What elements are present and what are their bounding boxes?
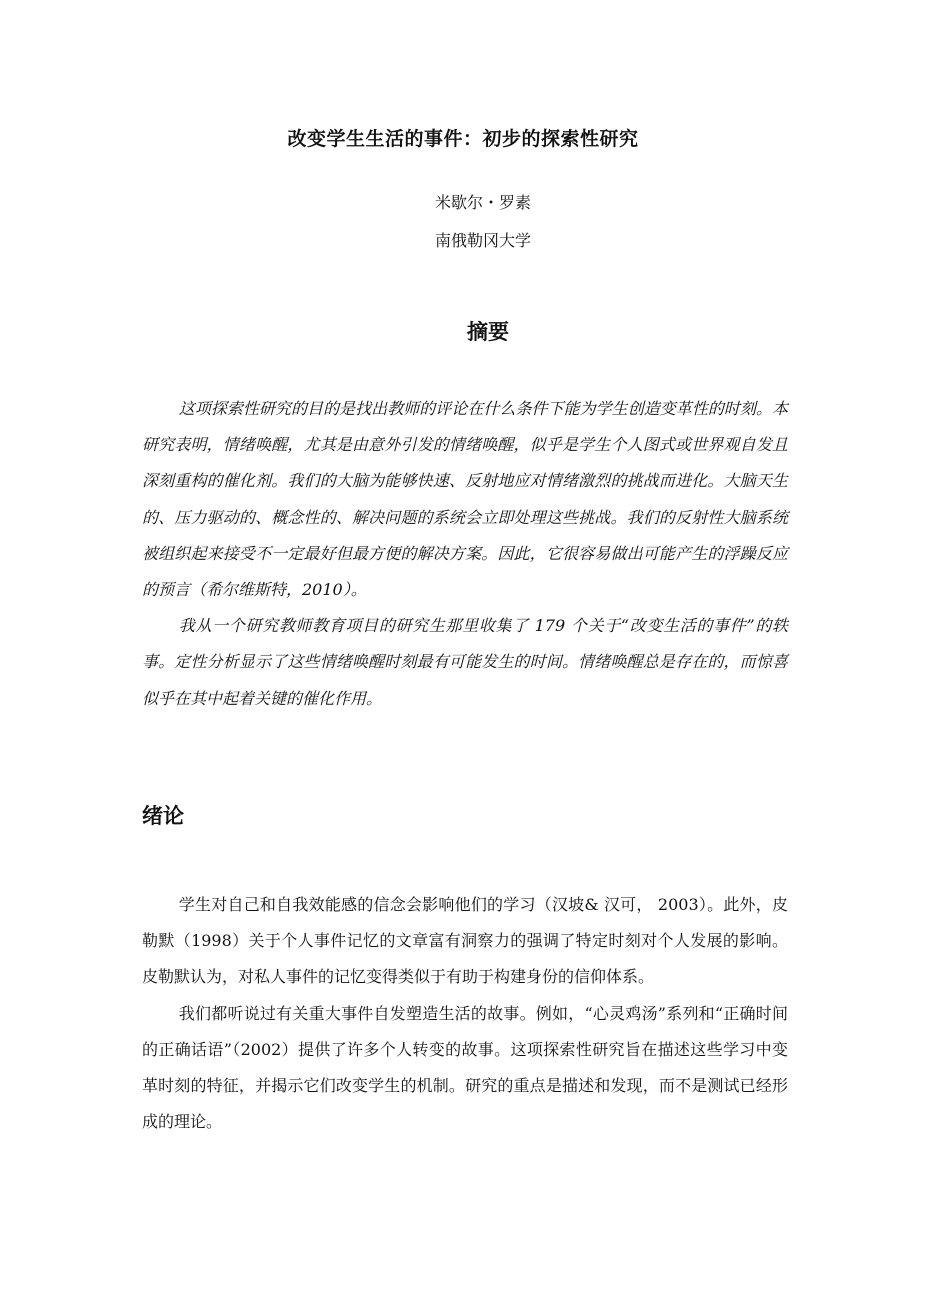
abstract-body [142,391,788,717]
author-name: 米歇尔・罗素 [434,193,531,212]
author-affiliation: 南俄勒冈大学 [434,231,531,250]
introduction-body [142,887,788,1140]
abstract-heading: 摘要 [467,320,509,344]
paper-title: 改变学生生活的事件：初步的探索性研究 [287,128,639,150]
abstract-paragraph-1: 这项探索性研究的目的是找出教师的评论在什么条件下能为学生创造变革性的时刻。本研究表明，情绪唤醒，尤其是由意外引发的情绪唤醒，似乎是学生个人图式或世界观自发且深刻重构的催化剂。我们的大脑为能够快速、反射地应对情绪激烈的挑战而进化。大脑天生的、压力驱动的、概念性的、解决问题的系统会立即处理这些挑战。我们的反射性大脑系统被组织起来接受不一定最好但最方便的解决方案。因此，它很容易做出可能产生的浮躁反应的预言（希尔维斯特，2010）。 [142,399,788,600]
introduction-paragraph-2: 我们都听说过有关重大事件自发塑造生活的故事。例如，“心灵鸡汤”系列和“正确时间的正确话语”（2002）提供了许多个人转变的故事。这项探索性研究旨在描述这些学习中变革时刻的特征，并揭示它们改变学生的机制。研究的重点是描述和发现，而不是测试已经形成的理论。 [142,1003,788,1132]
abstract-paragraph-2: 我从一个研究教师教育项目的研究生那里收集了 179 个关于“改变生活的事件”的轶事。定性分析显示了这些情绪唤醒时刻最有可能发生的时间。情绪唤醒总是存在的，而惊喜似乎在其中起着关键的催化作用。 [142,616,788,708]
introduction-heading: 绪论 [142,804,184,828]
introduction-paragraph-1: 学生对自己和自我效能感的信念会影响他们的学习（汉坡& 汉可， 2003）。此外，皮勒默（1998）关于个人事件记忆的文章富有洞察力的强调了特定时刻对个人发展的影响。皮勒默认为，对私人事件的记忆变得类似于有助于构建身份的信仰体系。 [142,895,788,987]
